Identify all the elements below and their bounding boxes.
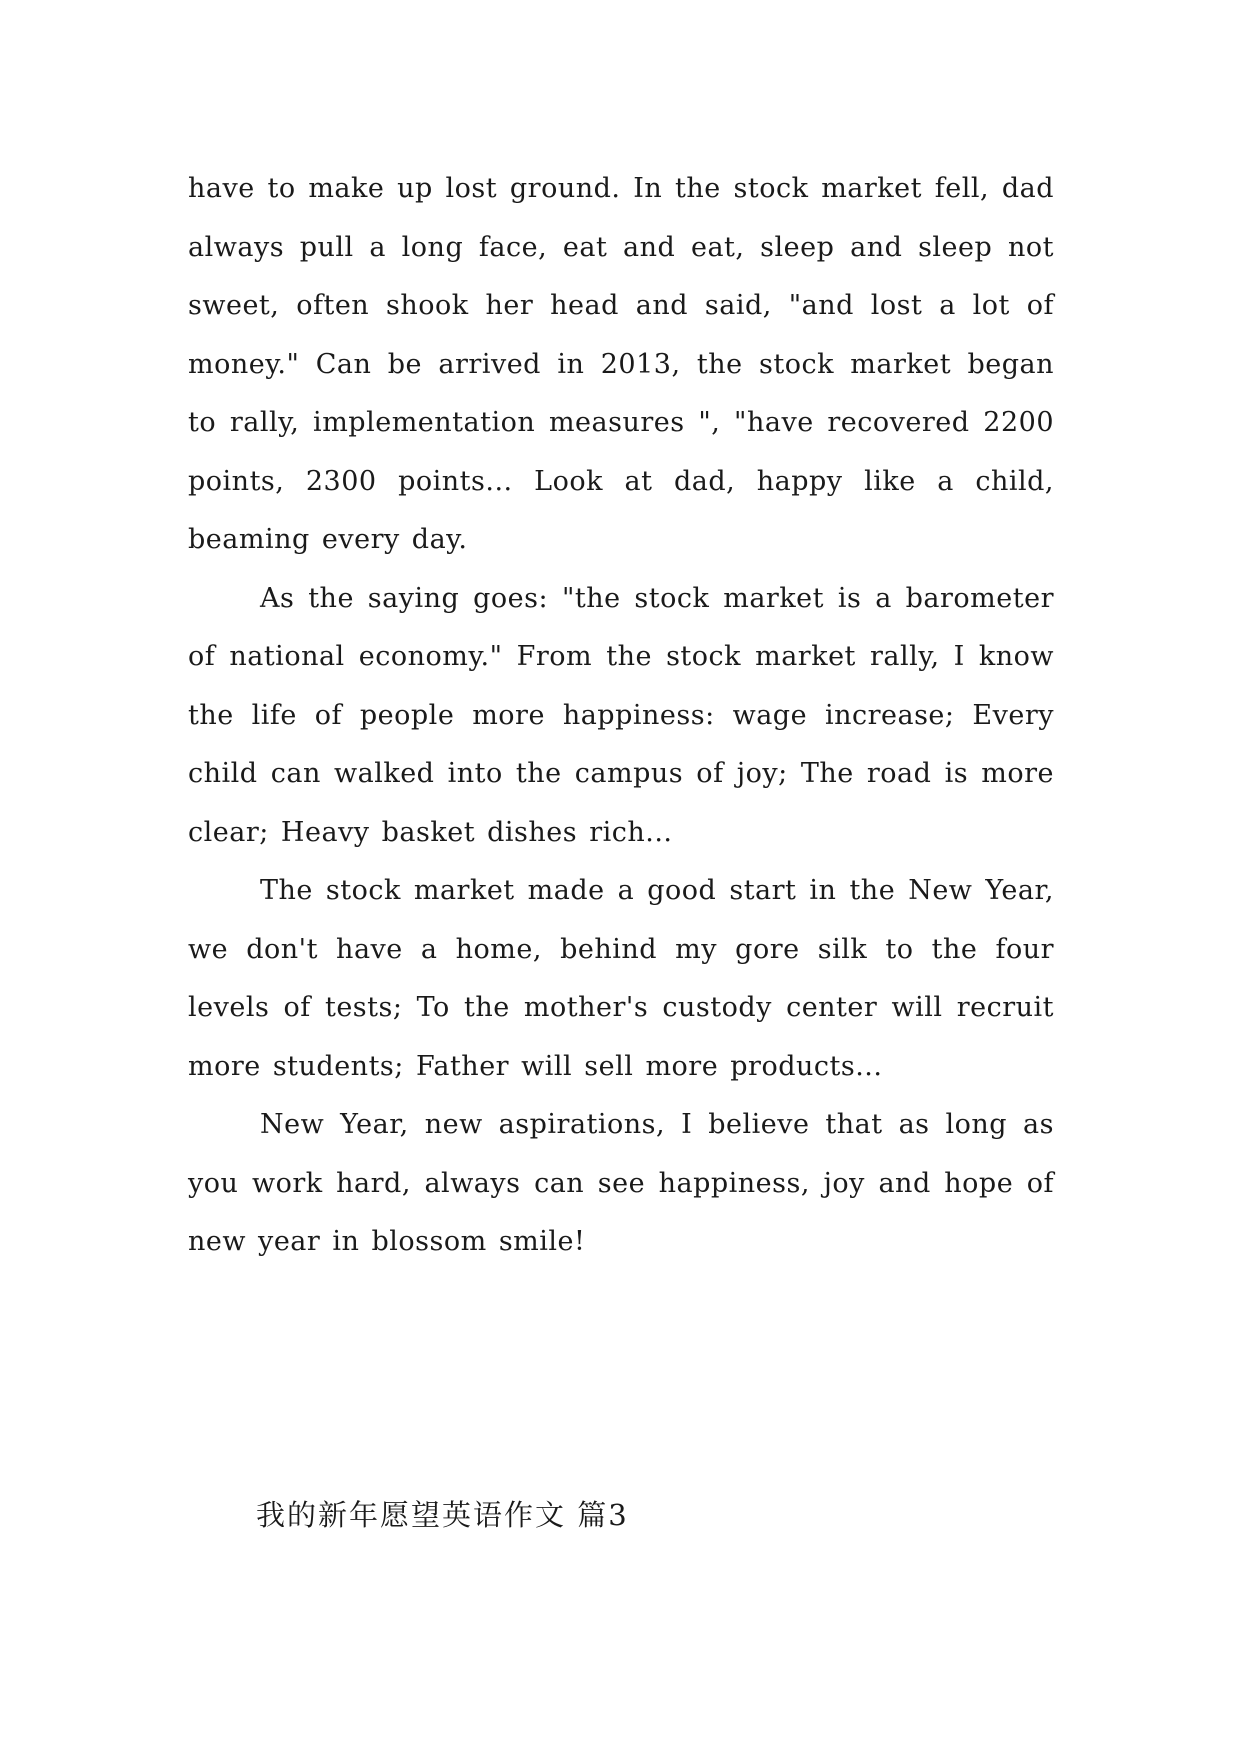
- paragraph: As the saying goes: "the stock market is a barometer of national economy." From the stock market rally, I know the life of people more happiness: wage increase; Every child can walked into the campus of joy; The road is more clear; Heavy basket dishes rich...: [188, 582, 1054, 848]
- document-body: [188, 160, 1054, 1272]
- paragraph: New Year, new aspirations, I believe that as long as you work hard, always can see happiness, joy and hope of new year in blossom smile!: [188, 1109, 1054, 1257]
- paragraph: have to make up lost ground. In the stock market fell, dad always pull a long face, eat and eat, sleep and sleep not sweet, often shook her head and said, "and lost a lot of money." Can be arrived in 2013, the stock market began to rally, implementation measures ", "have recovered 2200 points, 2300 points... Look at dad, happy like a child, beaming every day.: [188, 173, 1054, 555]
- section-heading: 我的新年愿望英语作文 篇3: [256, 1498, 629, 1532]
- paragraph: The stock market made a good start in the New Year, we don't have a home, behind my gore silk to the four levels of tests; To the mother's custody center will recruit more students; Father will sell more products...: [188, 875, 1054, 1082]
